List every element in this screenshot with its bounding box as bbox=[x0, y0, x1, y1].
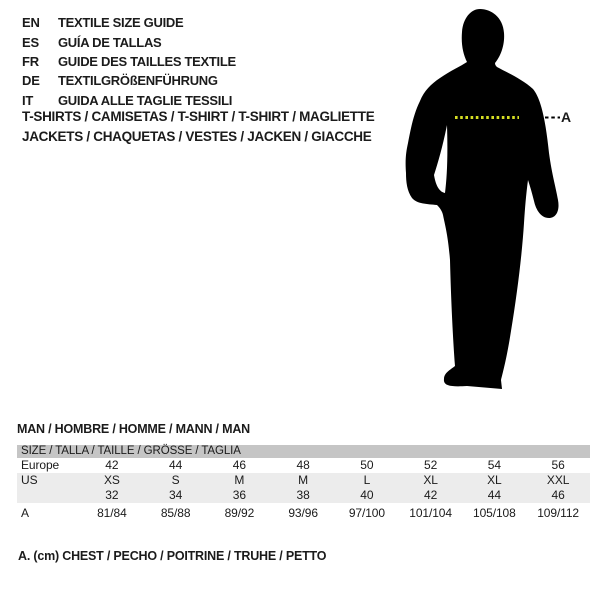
size-cell: 48 bbox=[296, 458, 310, 472]
size-cell: 109/112 bbox=[537, 506, 580, 520]
language-code: DE bbox=[22, 73, 40, 89]
language-code: IT bbox=[22, 92, 34, 108]
size-cell: 40 bbox=[360, 488, 374, 502]
size-cell: 38 bbox=[296, 488, 310, 502]
size-cell: XS bbox=[103, 473, 120, 487]
size-cell: 97/100 bbox=[348, 506, 385, 520]
size-cell: L bbox=[363, 473, 371, 487]
language-row-es bbox=[22, 32, 236, 51]
size-cell: 105/108 bbox=[473, 506, 516, 520]
guide-title-en: TEXTILE SIZE GUIDE bbox=[58, 15, 184, 31]
size-cell: 32 bbox=[105, 488, 119, 502]
size-cell: 34 bbox=[169, 488, 183, 502]
size-cell: 85/88 bbox=[160, 506, 191, 520]
size-cell: XXL bbox=[546, 473, 570, 487]
size-cell: 81/84 bbox=[97, 506, 127, 520]
language-list bbox=[22, 13, 236, 110]
size-cell: XL bbox=[487, 473, 502, 487]
size-cell: 101/104 bbox=[409, 506, 452, 520]
language-code: ES bbox=[22, 34, 39, 50]
size-cell: 54 bbox=[487, 458, 501, 472]
man-silhouette bbox=[395, 5, 580, 397]
size-cell: XL bbox=[423, 473, 438, 487]
language-code: EN bbox=[22, 15, 40, 31]
row-label-europe: Europe bbox=[21, 458, 60, 472]
category-headings bbox=[22, 107, 374, 147]
language-row-fr bbox=[22, 52, 236, 71]
size-cell: M bbox=[234, 473, 245, 487]
man-silhouette-shape bbox=[406, 9, 559, 389]
size-table bbox=[17, 445, 590, 523]
size-table-header: SIZE / TALLA / TAILLE / GRÖSSE / TAGLIA bbox=[17, 445, 590, 458]
language-row-en bbox=[22, 13, 236, 32]
guide-title-es: GUÍA DE TALLAS bbox=[58, 34, 162, 50]
guide-title-it: GUIDA ALLE TAGLIE TESSILI bbox=[58, 92, 233, 108]
size-cell: 44 bbox=[487, 488, 501, 502]
size-table-header-row bbox=[17, 445, 590, 458]
row-label-a: A bbox=[21, 506, 29, 520]
row-label-blank bbox=[17, 488, 80, 503]
size-cell: 46 bbox=[232, 458, 246, 472]
size-cell: M bbox=[298, 473, 309, 487]
guide-title-fr: GUIDE DES TAILLES TEXTILE bbox=[58, 53, 236, 69]
row-label-us: US bbox=[21, 473, 38, 487]
language-row-de bbox=[22, 71, 236, 90]
size-cell: 50 bbox=[360, 458, 374, 472]
table-row-chest-a bbox=[17, 503, 590, 523]
size-cell: 44 bbox=[169, 458, 183, 472]
size-cell: 56 bbox=[551, 458, 565, 472]
guide-title-de: TEXTILGRÖßENFÜHRUNG bbox=[58, 73, 218, 89]
gender-heading: MAN / HOMBRE / HOMME / MANN / MAN bbox=[17, 422, 250, 436]
size-cell: 93/96 bbox=[288, 506, 318, 520]
language-code: FR bbox=[22, 53, 39, 69]
size-cell: 42 bbox=[105, 458, 119, 472]
man-silhouette-figure bbox=[395, 5, 580, 397]
measure-label-a: A bbox=[561, 109, 572, 125]
table-row-us bbox=[17, 473, 590, 488]
size-cell: 89/92 bbox=[224, 506, 255, 520]
measurement-footnote: A. (cm) CHEST / PECHO / POITRINE / TRUHE / PETTO bbox=[18, 549, 327, 563]
size-cell: 52 bbox=[424, 458, 438, 472]
size-cell: 42 bbox=[424, 488, 438, 502]
size-cell: 36 bbox=[232, 488, 246, 502]
size-cell: 46 bbox=[551, 488, 565, 502]
size-cell: S bbox=[171, 473, 180, 487]
category-tshirts: T-SHIRTS / CAMISETAS / T-SHIRT / T-SHIRT / MAGLIETTE bbox=[22, 109, 375, 124]
table-row-uk bbox=[17, 488, 590, 503]
category-jackets: JACKETS / CHAQUETAS / VESTES / JACKEN / GIACCHE bbox=[22, 129, 372, 144]
table-row-europe bbox=[17, 458, 590, 473]
size-table-container bbox=[17, 445, 590, 523]
